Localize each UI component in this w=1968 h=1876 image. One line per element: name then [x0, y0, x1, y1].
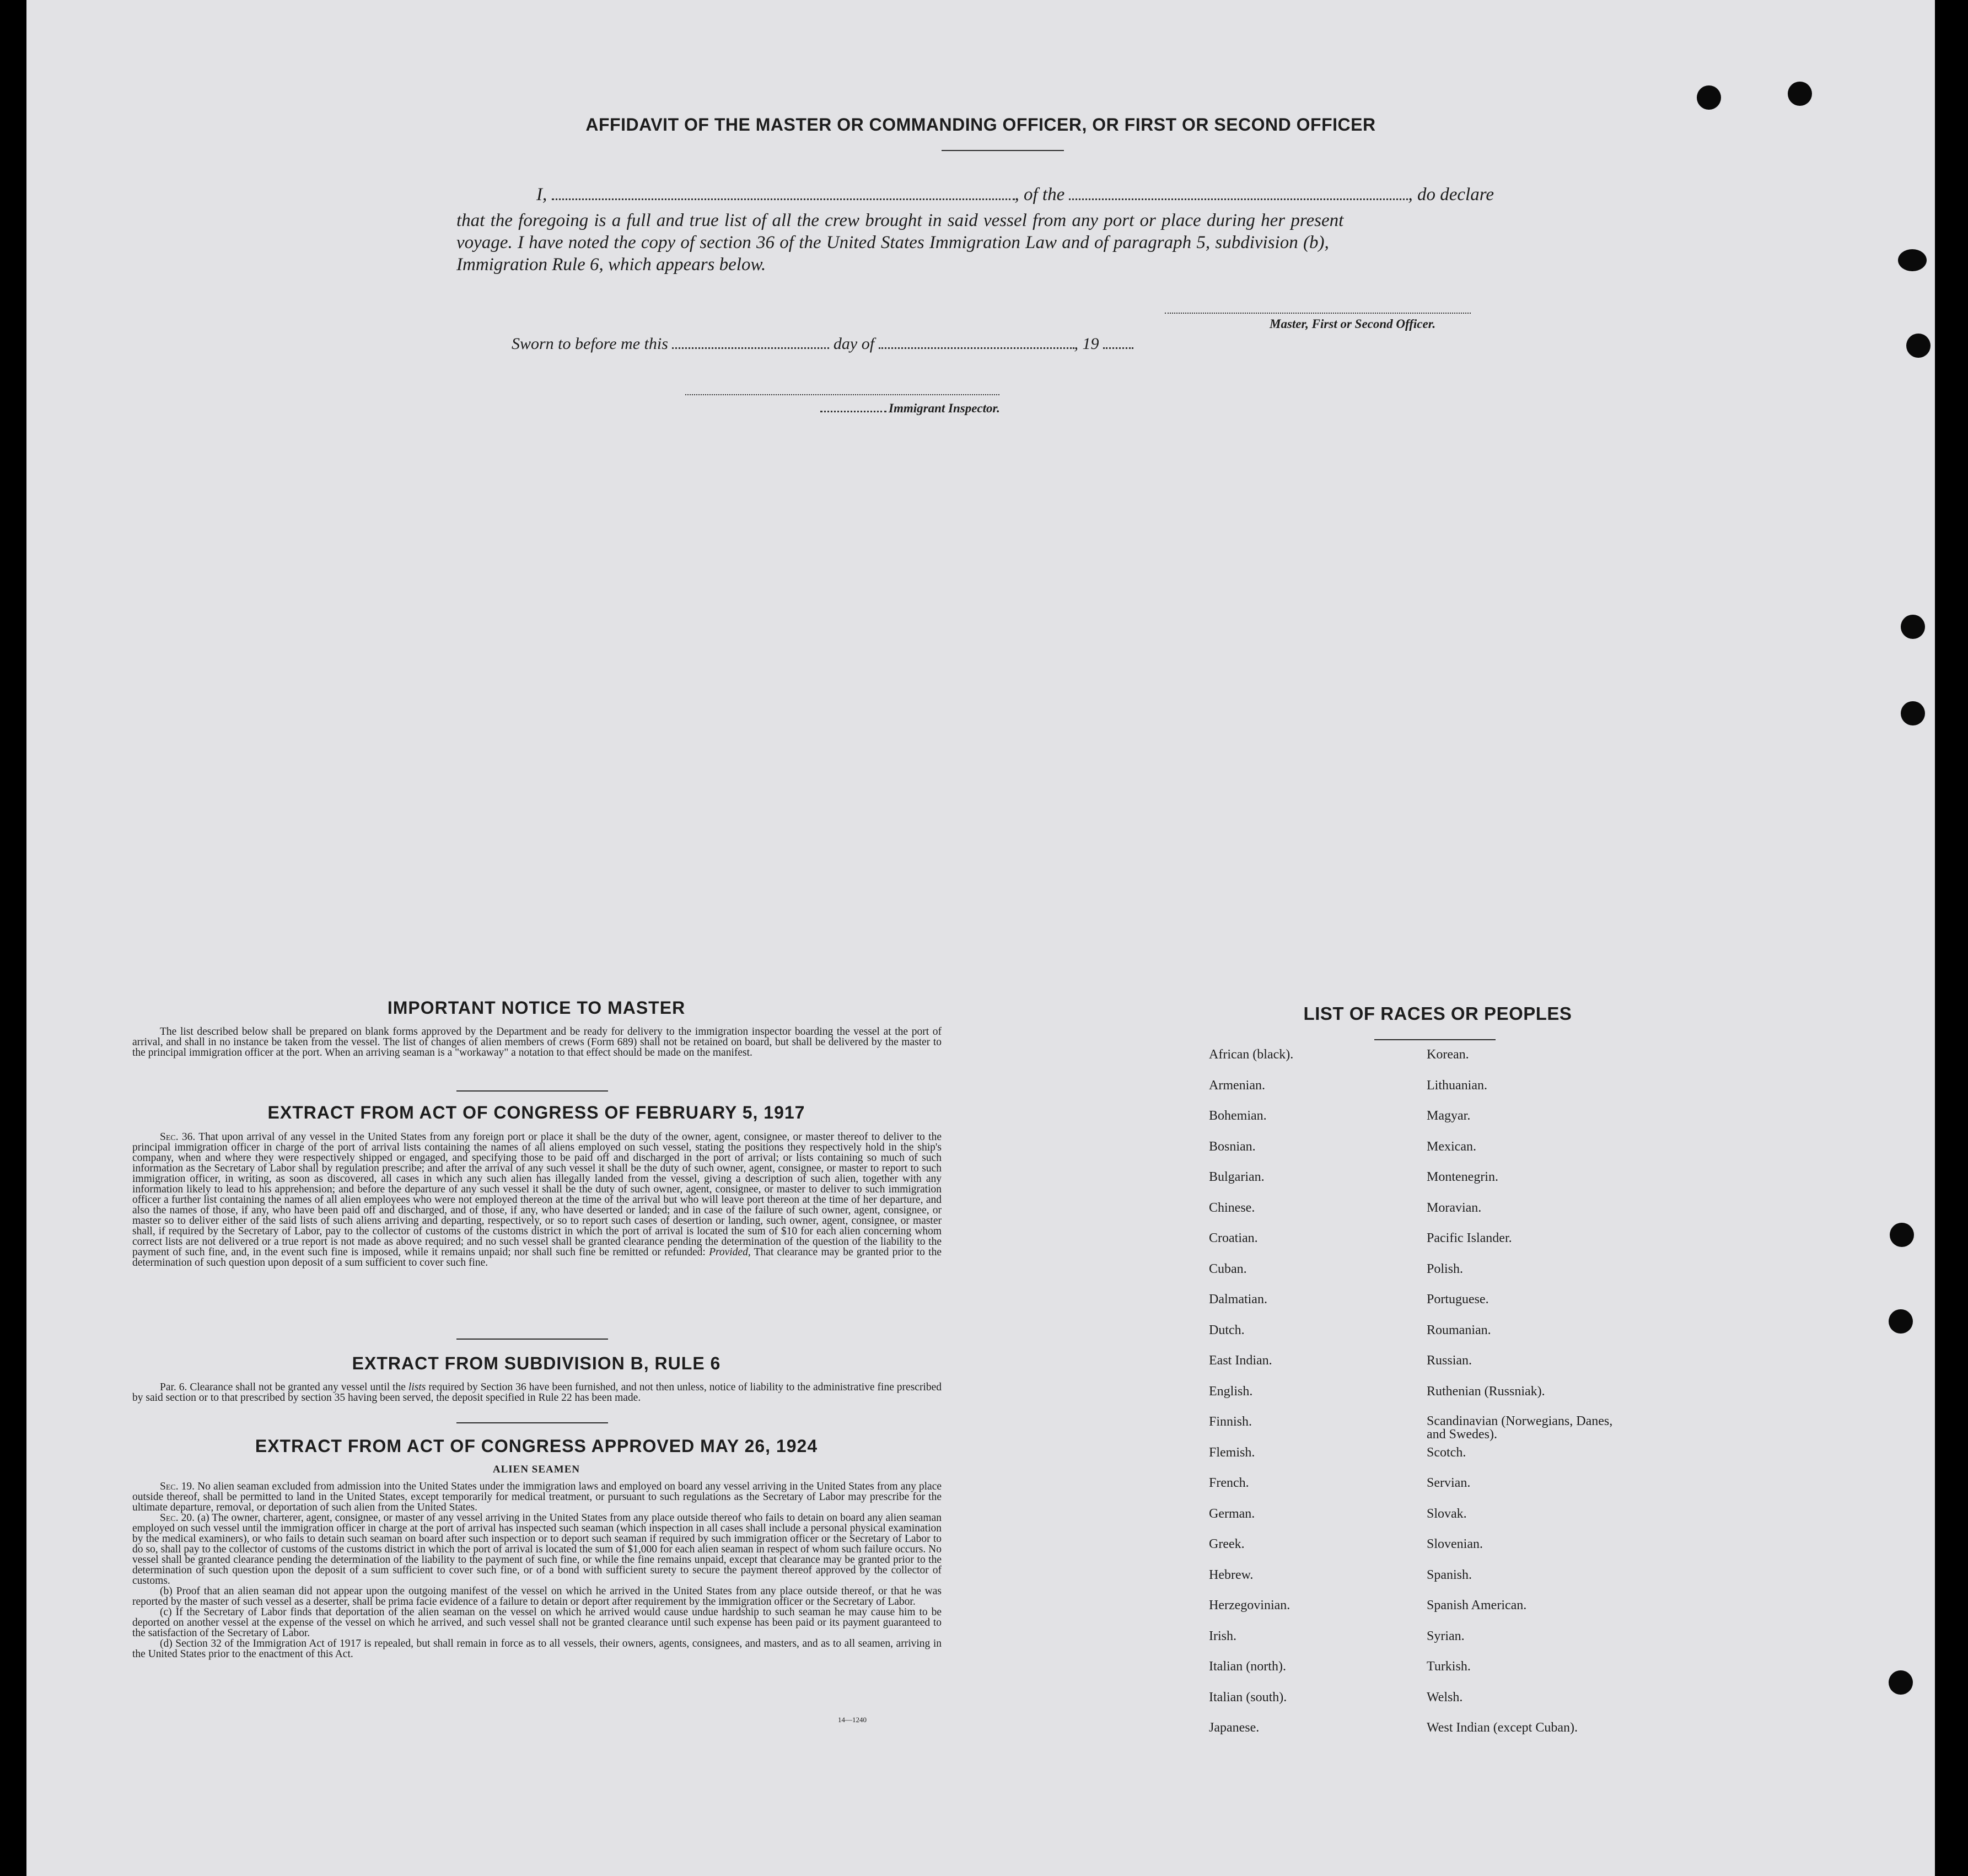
race-item: Lithuanian.	[1427, 1078, 1487, 1093]
affidavit-of-the: , of the	[1014, 185, 1065, 205]
affidavit-i: I,	[536, 185, 547, 205]
race-item: Japanese.	[1209, 1721, 1260, 1735]
binder-hole	[1890, 1223, 1914, 1247]
race-item: Magyar.	[1427, 1109, 1471, 1123]
race-item: Armenian.	[1209, 1078, 1265, 1093]
extract-rule6-text: Par. 6. Clearance shall not be granted any vessel until the lists required by Section 36 have been furnished, and not then unless, notice of liability to the administrative fine prescribed by said section or to that prescribed by section 35 having been served, the deposit specified in Rule 22 has been made.	[132, 1382, 942, 1404]
extract-1917-text	[132, 1132, 942, 1268]
affidavit-title: AFFIDAVIT OF THE MASTER OR COMMANDING OFFICER, OR FIRST OR SECOND OFFICER	[585, 115, 1376, 135]
race-item: Roumanian.	[1427, 1323, 1491, 1337]
section-36-body: That upon arrival of any vessel in the United States from any foreign port or place it shall be the duty of the owner, agent, consignee, or master thereof to deliver to the principal immigration officer in charge of the port of arrival lists containing the names of all aliens employed on such vessel, stating the positions they respectively hold in the ship's company, when and where they were respectively shipped or engaged, and specifying those to be paid off and discharged in the port of arrival; or lists containing so much of such information as the Secretary of Labor shall by regulation prescribe; and after the arrival of any such vessel it shall be the duty of such owner, agent, consignee, or master to report to such immigration officer, in writing, as soon as discovered, all cases in which any such alien has illegally landed from the vessel, giving a description of such alien, together with any information likely to lead to his apprehension; and before the departure of any such vessel it shall be the duty of such owner, agent, consignee, or master to deliver to such immigration officer a further list containing the names of all alien employees who were not employed thereon at the time of the arrival but who will leave port thereon at the time of her departure, and also the names of those, if any, who have been paid off and discharged, and of those, if any, who have deserted or landed; and in case of the failure of such owner, agent, consignee, or master so to deliver either of the said lists of such aliens arriving and departing, respectively, or so to report such cases of desertion or landing, such owner, agent, consignee, or master shall, if required by the Secretary of Labor, pay to the collector of customs of the customs district in which the port of arrival is located the sum of $10 for each alien concerning whom correct lists are not delivered or a true report is not made as above required; and no such vessel shall be granted clearance pending the determination of the question of the liability to the payment of such fine, and, in the event such fine is imposed, while it remains unpaid; nor shall such fine be remitted or refunded:	[132, 1131, 942, 1258]
sworn-prefix: Sworn to before me this	[512, 335, 668, 353]
race-item: Cuban.	[1209, 1261, 1247, 1276]
sworn-year-blank	[1103, 343, 1133, 349]
signature-label: Master, First or Second Officer.	[1270, 317, 1436, 331]
section-divider	[456, 1090, 608, 1092]
race-item: African (black).	[1209, 1047, 1294, 1062]
race-item: Flemish.	[1209, 1445, 1255, 1460]
race-item: Mexican.	[1427, 1139, 1476, 1154]
race-item: Welsh.	[1427, 1690, 1463, 1705]
sworn-month-blank	[879, 343, 1074, 349]
race-item: Syrian.	[1427, 1628, 1465, 1643]
alien-seamen-subtitle: ALIEN SEAMEN	[492, 1464, 580, 1475]
race-item: Pacific Islander.	[1427, 1231, 1512, 1245]
binder-hole	[1898, 249, 1927, 271]
race-item: Servian.	[1427, 1476, 1471, 1490]
race-item: Ruthenian (Russniak).	[1427, 1384, 1545, 1399]
race-item: Moravian.	[1427, 1200, 1482, 1215]
race-item: Chinese.	[1209, 1200, 1255, 1215]
race-item: Korean.	[1427, 1047, 1469, 1062]
affidavit-line-3: voyage. I have noted the copy of section 36 of the United States Immigration Law and of paragraph 5, subdivision (b),	[456, 233, 1329, 252]
name-blank	[552, 194, 1015, 200]
sworn-year: , 19	[1074, 335, 1099, 353]
race-item: Greek.	[1209, 1537, 1245, 1551]
race-item: Russian.	[1427, 1353, 1472, 1368]
binder-hole	[1697, 85, 1721, 110]
affidavit-declaration-line	[536, 185, 1628, 205]
race-item: Scandinavian (Norwegians, Danes, and Swedes).	[1427, 1414, 1613, 1442]
affidavit-declare: , do declare	[1408, 185, 1494, 205]
race-item: Montenegrin.	[1427, 1170, 1498, 1184]
race-item: Portuguese.	[1427, 1292, 1489, 1307]
binder-hole	[1901, 701, 1925, 725]
sworn-day-of: day of	[833, 335, 875, 353]
binder-hole	[1889, 1309, 1913, 1334]
race-item: Italian (north).	[1209, 1659, 1286, 1674]
affidavit-line-2: that the foregoing is a full and true list of all the crew brought in said vessel from any port or place during her present	[456, 211, 1344, 230]
signature-line	[1165, 313, 1471, 314]
notice-title: IMPORTANT NOTICE TO MASTER	[387, 998, 686, 1018]
vessel-blank	[1069, 194, 1408, 200]
race-item: Dutch.	[1209, 1323, 1245, 1337]
race-item: Bosnian.	[1209, 1139, 1256, 1154]
race-item: German.	[1209, 1506, 1255, 1521]
sworn-line	[512, 335, 1603, 353]
races-title: LIST OF RACES OR PEOPLES	[1303, 1003, 1572, 1024]
race-item: Scotch.	[1427, 1445, 1466, 1460]
race-item: French.	[1209, 1476, 1249, 1490]
race-item: Herzegovinian.	[1209, 1598, 1291, 1612]
inspector-signature-line	[685, 394, 999, 395]
inspector-label-line	[820, 401, 1000, 416]
race-item: Bulgarian.	[1209, 1170, 1265, 1184]
race-item: Spanish.	[1427, 1567, 1472, 1582]
race-item: Hebrew.	[1209, 1567, 1254, 1582]
affidavit-line-4: Immigration Rule 6, which appears below.	[456, 255, 766, 275]
extract-1924-title: EXTRACT FROM ACT OF CONGRESS APPROVED MAY 26, 1924	[255, 1436, 818, 1456]
document-page	[26, 0, 1935, 1876]
section-divider	[456, 1339, 608, 1340]
races-left-column	[1209, 1047, 1293, 1751]
race-item: Italian (south).	[1209, 1690, 1287, 1705]
race-item: Finnish.	[1209, 1415, 1252, 1429]
race-item: Irish.	[1209, 1628, 1236, 1643]
binder-hole	[1901, 615, 1925, 639]
binder-hole	[1906, 334, 1931, 358]
notice-text: The list described below shall be prepared on blank forms approved by the Department and be ready for delivery to the immigration inspector boarding the vessel at the port of arrival, and shall in no instance be taken from the vessel. The list of changes of alien members of crews (Form 689) shall not be retained on board, but shall be delivered by the master to the principal immigration officer at the port. When an arriving seaman is a "workaway" a notation to that effect should be made on the manifest.	[132, 1026, 942, 1058]
extract-1917-title: EXTRACT FROM ACT OF CONGRESS OF FEBRUARY 5, 1917	[267, 1103, 805, 1122]
section-36-label: Sec. 36.	[160, 1131, 196, 1143]
extract-rule6-title: EXTRACT FROM SUBDIVISION B, RULE 6	[352, 1353, 721, 1373]
section-divider	[456, 1422, 608, 1423]
races-title-underline	[1374, 1039, 1496, 1040]
proviso-word: Provided,	[709, 1246, 751, 1258]
race-item: West Indian (except Cuban).	[1427, 1721, 1578, 1735]
race-item: Turkish.	[1427, 1659, 1471, 1674]
form-number: 14—1240	[838, 1716, 867, 1724]
binder-hole	[1788, 82, 1812, 106]
race-item: Bohemian.	[1209, 1109, 1267, 1123]
inspector-label: Immigrant Inspector.	[889, 401, 1000, 415]
race-item: Slovenian.	[1427, 1537, 1483, 1551]
race-item: Croatian.	[1209, 1231, 1258, 1245]
races-right-column	[1427, 1047, 1625, 1751]
race-item: Dalmatian.	[1209, 1292, 1267, 1307]
race-item: Polish.	[1427, 1261, 1464, 1276]
extract-1924-text: Sec. 19. No alien seaman excluded from admission into the United States under the immigration laws and employed on board any vessel arriving in the United States from any place outside thereof, shall be permitted to land in the United States, except temporarily for medical treatment, or pursuant to such regulations as the Secretary of Labor may prescribe for the ultimate departure, removal, or deportation of such alien from the United States. Sec. 20. (a) The owner, charterer, agent, consignee, or master of any vessel arriving in the United States from any place outside thereof who fails to detain on board any alien seaman employed on such vessel until the immigration officer in charge at the port of arrival has inspected such seaman (which inspection in all cases shall include a personal physical examination by the medical examiners), or who fails to detain such seaman on board after such inspection or to deport such seaman if required by such immigration officer or the Secretary of Labor to do so, shall pay to the collector of customs of the customs district in which the port of arrival is located the sum of $1,000 for each alien seaman in respect of whom such failure occurs. No vessel shall be granted clearance pending the determination of the liability to the payment of such fine, or while the fine remains unpaid, except that clearance may be granted prior to the determination of such question upon the deposit of a sum sufficient to cover such fine, or of a bond with sufficient surety to secure the payment thereof approved by the collector of customs. (b) Proof that an alien seaman did not appear upon the outgoing manifest of the vessel on which he arrived in the United States from any place outside thereof, or that he was reported by the master of such vessel as a deserter, shall be prima facie evidence of a failure to detain or deport after requirement by the immigration officer or the Secretary of Labor. (c) If the Secretary of Labor finds that deportation of the alien seaman on the vessel on which he arrived would cause undue hardship to such seaman he may cause him to be deported on another vessel at the expense of the vessel on which he arrived, and such vessel shall not be granted clearance until such expense has been paid or its payment guaranteed to the satisfaction of the Secretary of Labor. (d) Section 32 of the Immigration Act of 1917 is repealed, but shall remain in force as to all vessels, their owners, agents, consignees, and masters, and as to all seamen, arriving in the United States prior to the enactment of this Act.	[132, 1481, 942, 1660]
race-item: Slovak.	[1427, 1506, 1467, 1521]
proviso-text: That clearance may be granted prior to the determination of such question upon deposit of a sum sufficient to cover such fine.	[132, 1246, 942, 1268]
binder-hole	[1889, 1670, 1913, 1695]
race-item: English.	[1209, 1384, 1253, 1399]
race-item: East Indian.	[1209, 1353, 1272, 1368]
race-item: Spanish American.	[1427, 1598, 1527, 1612]
sworn-date-blank	[672, 343, 829, 349]
title-underline	[942, 150, 1064, 151]
